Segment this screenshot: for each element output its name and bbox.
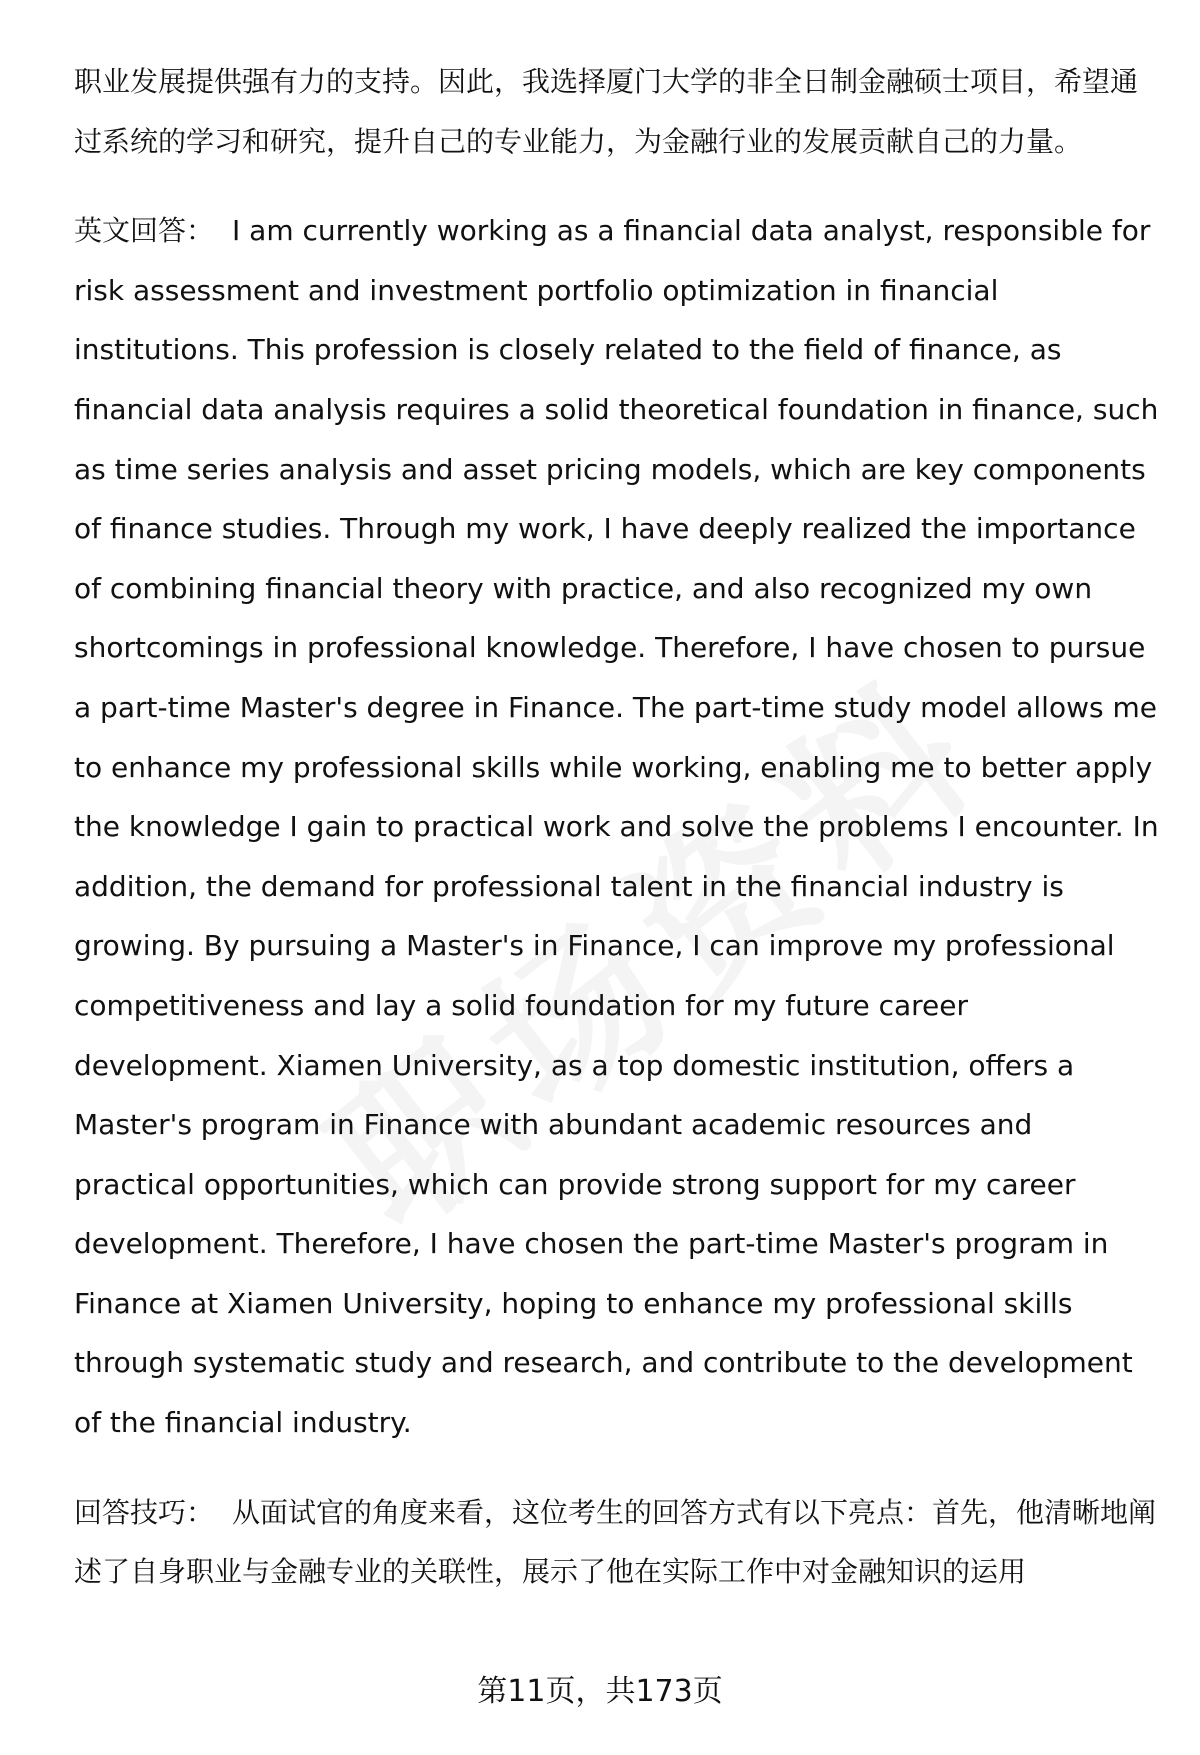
- page-number-footer: 第11页，共173页: [477, 1674, 723, 1709]
- paragraph-continuation: 职业发展提供强有力的支持。因此，我选择厦门大学的非全日制金融硕士项目，希望通过系统的学习和研究，提升自己的专业能力，为金融行业的发展贡献自己的力量。: [74, 65, 1139, 158]
- answer-tips-label: 回答技巧：: [74, 1495, 215, 1529]
- answer-tips-paragraph: [74, 1483, 1162, 1602]
- english-answer-label: 英文回答：: [74, 214, 215, 248]
- english-answer-paragraph: [74, 201, 1162, 1452]
- english-answer-text: I am currently working as a financial data analyst, responsible for risk assessment and investment portfolio optimization in financial institutions. This profession is closely related to the field of finance, as financial data analysis requires a solid theoretical foundation in finance, such as time series analysis and asset pricing models, which are key components of finance studies. Through my work, I have deeply realized the importance of combining financial theory with practice, and also recognized my own shortcomings in professional knowledge. Therefore, I have chosen to pursue a part-time Master's degree in Finance. The part-time study model allows me to enhance my professional skills while working, enabling me to better apply the knowledge I gain to practical work and solve the problems I encounter. In addition, the demand for professional talent in the financial industry is growing. By pursuing a Master's in Finance, I can improve my professional competitiveness and lay a solid foundation for my future career development. Xiamen University, as a top domestic institution, offers a Master's program in Finance with abundant academic resources and practical opportunities, which can provide strong support for my career development. Therefore, I have chosen the part-time Master's program in Finance at Xiamen University, hoping to enhance my professional skills through systematic study and research, and contribute to the development of the financial industry.: [74, 214, 1159, 1440]
- answer-tips-text: 从面试官的角度来看，这位考生的回答方式有以下亮点：首先，他清晰地阐述了自身职业与金融专业的关联性，展示了他在实际工作中对金融知识的运用: [74, 1495, 1157, 1589]
- document-body: [74, 52, 1162, 1602]
